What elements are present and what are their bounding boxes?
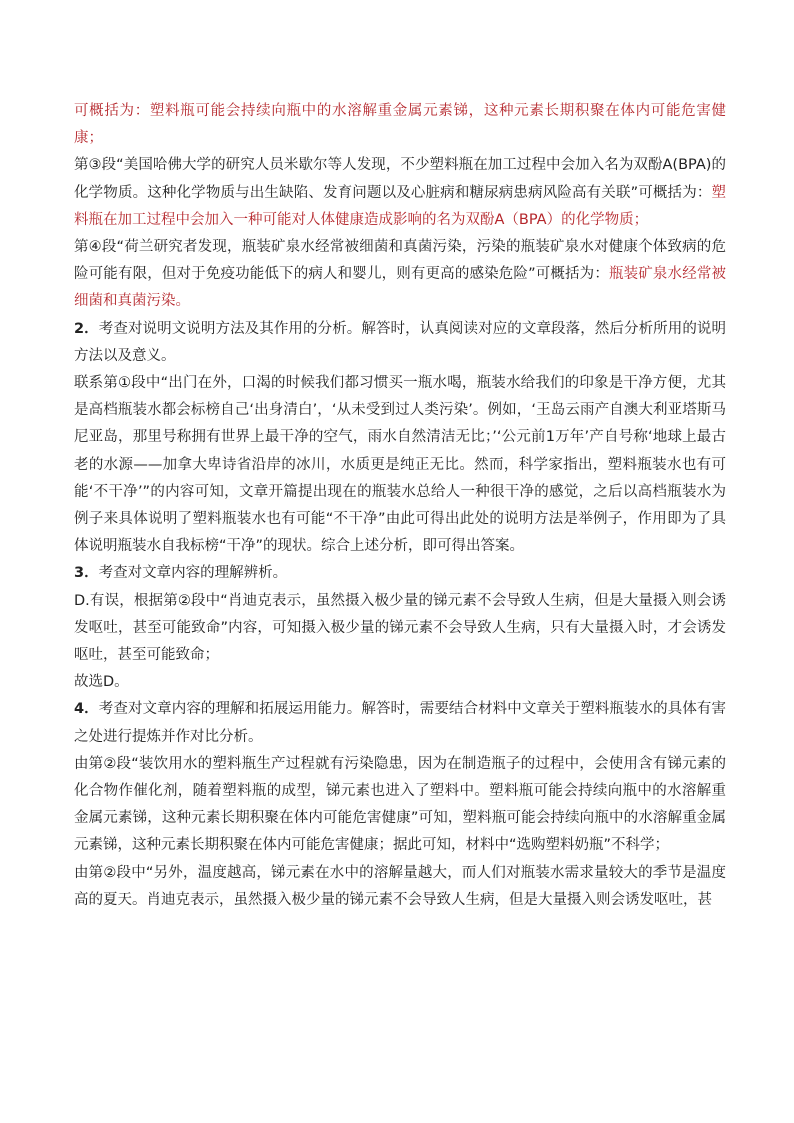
document-body xyxy=(74,98,726,914)
question-3-heading xyxy=(74,560,726,587)
text-run: 考查对说明文说明方法及其作用的分析。解答时，认真阅读对应的文章段落，然后分析所用的说明方法以及意义。 xyxy=(74,320,727,364)
text-run-highlight: 塑料瓶在加工过程中会加入一种可能对人体健康造成影响的名为双酚A（BPA）的化学物质； xyxy=(74,184,726,228)
question-4-heading xyxy=(74,696,726,750)
text-run: 第④段“荷兰研究者发现，瓶装矿泉水经常被细菌和真菌污染，污染的瓶装矿泉水对健康个体致病的危险可能有限，但对于免疫功能低下的病人和婴儿，则有更高的感染危险”可概括为： xyxy=(74,239,726,283)
question-number: 2． xyxy=(74,320,99,337)
question-3-analysis xyxy=(74,588,726,670)
question-2-heading xyxy=(74,316,726,370)
question-4-analysis-1 xyxy=(74,751,726,860)
text-run-highlight: 瓶装矿泉水经常被细菌和真菌污染。 xyxy=(74,266,726,310)
question-2-analysis xyxy=(74,370,726,560)
question-number: 4． xyxy=(74,701,99,718)
text-run: 考查对文章内容的理解和拓展运用能力。解答时，需要结合材料中文章关于塑料瓶装水的具体有害之处进行提炼并作对比分析。 xyxy=(74,701,727,745)
text-run: 第③段“美国哈佛大学的研究人员米歇尔等人发现，不少塑料瓶在加工过程中会加入名为双酚A(BPA)的化学物质。这种化学物质与出生缺陷、发育问题以及心脏病和糖尿病患病风险高有关联”可概括为： xyxy=(74,157,726,201)
paragraph-summary-2 xyxy=(74,98,726,152)
text-run: 联系第①段中“出门在外，口渴的时候我们都习惯买一瓶水喝，瓶装水给我们的印象是干净方便，尤其是高档瓶装水都会标榜自己‘出身清白’，‘从未受到过人类污染’。例如，‘王岛云雨产自澳大利亚塔斯马尼亚岛，那里号称拥有世界上最干净的空气，雨水自然清洁无比；’‘公元前1万年’产自号称‘地球上最古老的水源——加拿大卑诗省沿岸的冰川，水质更是纯正无比。然而，科学家指出，塑料瓶装水也有可能‘不干净’”的内容可知，文章开篇提出现在的瓶装水总给人一种很干净的感觉，之后以高档瓶装水为例子来具体说明了塑料瓶装水也有可能“不干净”由此可得出此处的说明方法是举例子，作用即为了具体说明瓶装水自我标榜“干净”的现状。综合上述分析，即可得出答案。 xyxy=(74,375,726,555)
text-run: D.有误，根据第②段中“肖迪克表示，虽然摄入极少量的锑元素不会导致人生病，但是大量摄入则会诱发呕吐，甚至可能致命”内容，可知摄入极少量的锑元素不会导致人生病，只有大量摄入时，才会诱发呕吐，甚至可能致命； xyxy=(74,592,726,664)
text-run: 故选D。 xyxy=(74,674,129,691)
paragraph-summary-3 xyxy=(74,152,726,234)
question-number: 3． xyxy=(74,565,99,582)
question-3-answer xyxy=(74,669,726,696)
text-run: 可概括为：塑料瓶可能会持续向瓶中的水溶解重金属元素锑，这种元素长期积聚在体内可能危害健康； xyxy=(74,103,726,147)
paragraph-summary-4 xyxy=(74,234,726,316)
text-run: 由第②段“装饮用水的塑料瓶生产过程就有污染隐患，因为在制造瓶子的过程中，会使用含有锑元素的化合物作催化剂，随着塑料瓶的成型，锑元素也进入了塑料中。塑料瓶可能会持续向瓶中的水溶解重金属元素锑，这种元素长期积聚在体内可能危害健康”可知，塑料瓶可能会持续向瓶中的水溶解重金属元素锑，这种元素长期积聚在体内可能危害健康；据此可知，材料中“选购塑料奶瓶”不科学； xyxy=(74,755,726,854)
text-run: 由第②段中“另外，温度越高，锑元素在水中的溶解量越大，而人们对瓶装水需求量较大的季节是温度高的夏天。肖迪克表示，虽然摄入极少量的锑元素不会导致人生病，但是大量摄入则会诱发呕吐，甚 xyxy=(74,864,726,908)
text-run: 考查对文章内容的理解辨析。 xyxy=(98,565,288,582)
question-4-analysis-2 xyxy=(74,860,726,914)
